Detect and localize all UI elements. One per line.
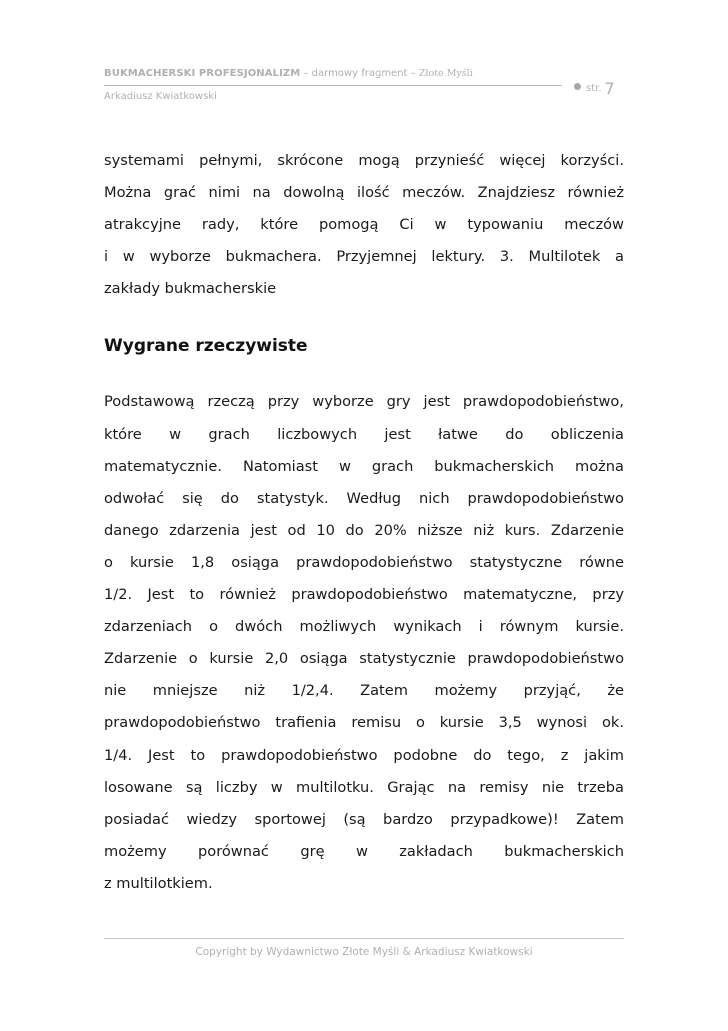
text-line: możemy porównać grę w zakładach bukmacherskich: [104, 842, 624, 860]
page-number-block: [574, 78, 615, 98]
text-line: danego zdarzenia jest od 10 do 20% niższe niż kurs. Zdarzenie: [104, 521, 624, 539]
footer-copyright: Copyright by Wydawnictwo Złote Myśli & Arkadiusz Kwiatkowski: [195, 946, 533, 958]
header-author: Arkadiusz Kwiatkowski: [104, 91, 217, 102]
text-line: systemami pełnymi, skrócone mogą przynieść więcej korzyści.: [104, 152, 624, 169]
text-line: Można grać nimi na dowolną ilość meczów. Znajdziesz również: [104, 184, 624, 202]
page-label: str.: [586, 83, 602, 94]
page-number: 7: [604, 79, 615, 98]
text-line: Podstawową rzeczą przy wyborze gry jest prawdopodobieństwo,: [104, 393, 624, 411]
text-line: nie mniejsze niż 1/2,4. Zatem możemy przyjąć, że: [104, 682, 624, 700]
text-line: z multilotkiem.: [104, 874, 213, 892]
text-line: prawdopodobieństwo trafienia remisu o kursie 3,5 wynosi ok.: [104, 714, 624, 732]
text-line: zakłady bukmacherskie: [104, 280, 277, 298]
text-line: posiadać wiedzy sportowej (są bardzo przypadkowe)! Zatem: [104, 810, 624, 828]
text-line: które w grach liczbowych jest łatwe do obliczenia: [104, 425, 624, 443]
header-separator: – darmowy fragment –: [300, 68, 419, 79]
text-line: odwołać się do statystyk. Według nich prawdopodobieństwo: [104, 489, 624, 507]
text-line: zdarzeniach o dwóch możliwych wynikach i równym kursie.: [104, 618, 624, 636]
text-line: o kursie 1,8 osiąga prawdopodobieństwo statystyczne równe: [104, 553, 624, 571]
text-line: matematycznie. Natomiast w grach bukmacherskich można: [104, 457, 624, 475]
bullet-icon: [574, 83, 581, 90]
page-content: [104, 151, 624, 906]
running-header-title: [104, 68, 473, 79]
footer-divider: [104, 938, 624, 939]
book-title: BUKMACHERSKI PROFESJONALIZM: [104, 68, 301, 79]
publisher-brand: Złote Myśli: [418, 68, 473, 79]
text-line: Zdarzenie o kursie 2,0 osiąga statystycznie prawdopodobieństwo: [104, 650, 624, 668]
intro-paragraph: [104, 151, 624, 311]
body-paragraph: [104, 392, 624, 906]
text-line: i w wyborze bukmachera. Przyjemnej lektury. 3. Multilotek a: [104, 248, 624, 266]
text-line: atrakcyjne rady, które pomogą Ci w typowaniu meczów: [104, 216, 624, 234]
text-line: 1/2. Jest to również prawdopodobieństwo matematyczne, przy: [104, 586, 624, 604]
section-heading: Wygrane rzeczywiste: [104, 336, 308, 357]
text-line: 1/4. Jest to prawdopodobieństwo podobne do tego, z jakim: [104, 746, 624, 764]
text-line: losowane są liczby w multilotku. Grając na remisy nie trzeba: [104, 778, 624, 796]
header-divider: [104, 85, 562, 86]
